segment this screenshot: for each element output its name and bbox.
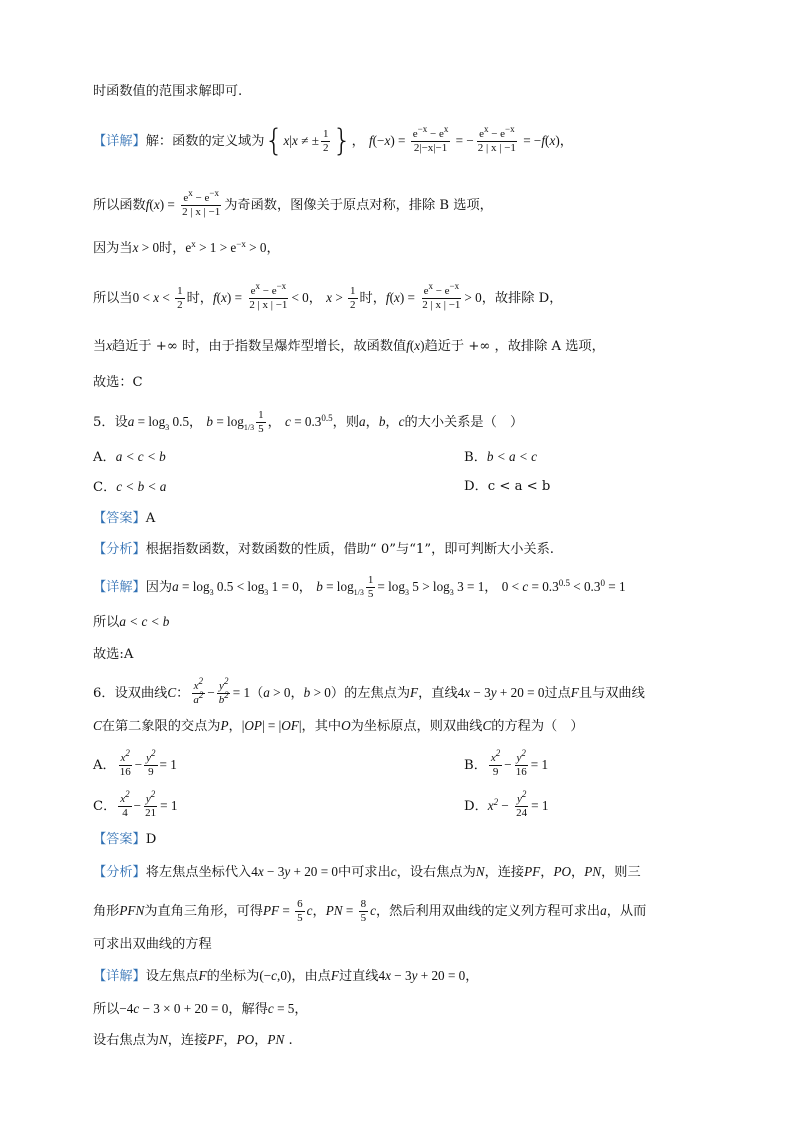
question-5-final: 故选:A — [93, 647, 134, 662]
text-line: 当x趋近于 +∞ 时，由于指数呈爆炸型增长，故函数值f(x)趋近于 +∞ ，故排除 A 选项， — [93, 338, 605, 354]
question-6-answer: 【答案】D — [93, 832, 157, 847]
question-6-detail-3: 设右焦点为N，连接PF，PO，PN . — [93, 1032, 293, 1048]
question-5-options-row2: C．c < b < a D．c < a < b — [93, 479, 551, 495]
detail-line: 【详解】解：函数的定义域为{x|x ≠ ± $\frac{1}{2}$ }， f(−x) = $\frac{e^{-x} - e^x}{2|-x|-1}$ = − $\frac{e^x - e^{-x}}{2 | x | -1}$ = −f(x)， — [93, 123, 573, 159]
question-5-conclusion: 所以a < c < b — [93, 614, 170, 630]
question-5-analysis: 【分析】根据指数函数，对数函数的性质，借助“ 0”与“1”，即可判断大小关系. — [93, 542, 554, 557]
choice-line: 故选：C — [93, 375, 143, 390]
text-line: 所以函数f(x) = $\frac{e^x - e^{-x}}{2 | x | -1}$ 为奇函数，图像关于原点对称，排除 B 选项， — [93, 188, 493, 218]
question-5-answer: 【答案】A — [93, 511, 156, 526]
question-5-detail: 【详解】因为$a = \log_3 0.5 < \log_3 1 = 0$， $b = \log_{1/3}$ $\frac{1}{5}$ = $\log_3 5 > \log_3 3 = 1$， $0 < c = 0.3^{0.5} < 0.3^0 = 1$ — [93, 574, 626, 600]
text-line: 所以当0 < x < $\frac{1}{2}$ 时，f(x) = $\frac{e^x - e^{-x}}{2 | x | -1}$ < 0， x > $\frac{1}{2}$ 时，f(x) = $\frac{e^x - e^{-x}}{2 | x | -1}$ > 0，故排除 D， — [93, 281, 563, 311]
question-6-analysis-3: 可求出双曲线的方程 — [93, 937, 212, 952]
question-6-stem-line2: C在第二象限的交点为P，|OP| = |OF|，其中O为坐标原点，则双曲线C的方程为（ ） — [93, 718, 584, 734]
detail-tag: 【详解】 — [93, 134, 146, 149]
question-6-analysis-2: 角形PFN为直角三角形，可得PF = $\frac{6}{5}$ c，PN = $\frac{8}{5}$ c，然后利用双曲线的定义列方程可求出a，从而 — [93, 898, 647, 924]
question-5-stem: 5．设$a = \log_3 0.5$， $b = \log_{1/3}$ $\frac{1}{5}$ ， $c = 0.3^{0.5}$，则a，b，c的大小关系是（ ） — [93, 409, 524, 435]
question-5-options-row1: A．a < c < b B．b < a < c — [93, 449, 537, 465]
question-6-analysis-1: 【分析】将左焦点坐标代入4x − 3y + 20 = 0中可求出c，设右焦点为N，连接PF，PO，PN，则三 — [93, 864, 641, 880]
text-line: 时函数值的范围求解即可. — [93, 84, 243, 99]
question-6-options-row2: C． $\frac{x^2}{4}$ − $\frac{y^2}{21}$ = 1 D．$x^2$ − $\frac{y^2}{24}$ = 1 — [93, 789, 549, 819]
question-6-stem: 6．设双曲线C： $\frac{x^2}{a^2}$ − $\frac{y^2}{b^2}$ = 1（a > 0，b > 0）的左焦点为F，直线4x − 3y + 20 = 0过点F且与双曲线 — [93, 676, 645, 706]
text-line: 因为当x > 0时，$e^x > 1 > e^{-x} > 0$， — [93, 239, 280, 256]
question-6-options-row1: A． $\frac{x^2}{16}$ − $\frac{y^2}{9}$ = 1 B． $\frac{x^2}{9}$ − $\frac{y^2}{16}$ = 1 — [93, 748, 549, 778]
question-6-detail-2: 所以−4c − 3 × 0 + 20 = 0，解得c = 5， — [93, 1001, 308, 1017]
question-6-detail-1: 【详解】设左焦点F的坐标为(−c,0)，由点F过直线4x − 3y + 20 = 0， — [93, 968, 479, 984]
